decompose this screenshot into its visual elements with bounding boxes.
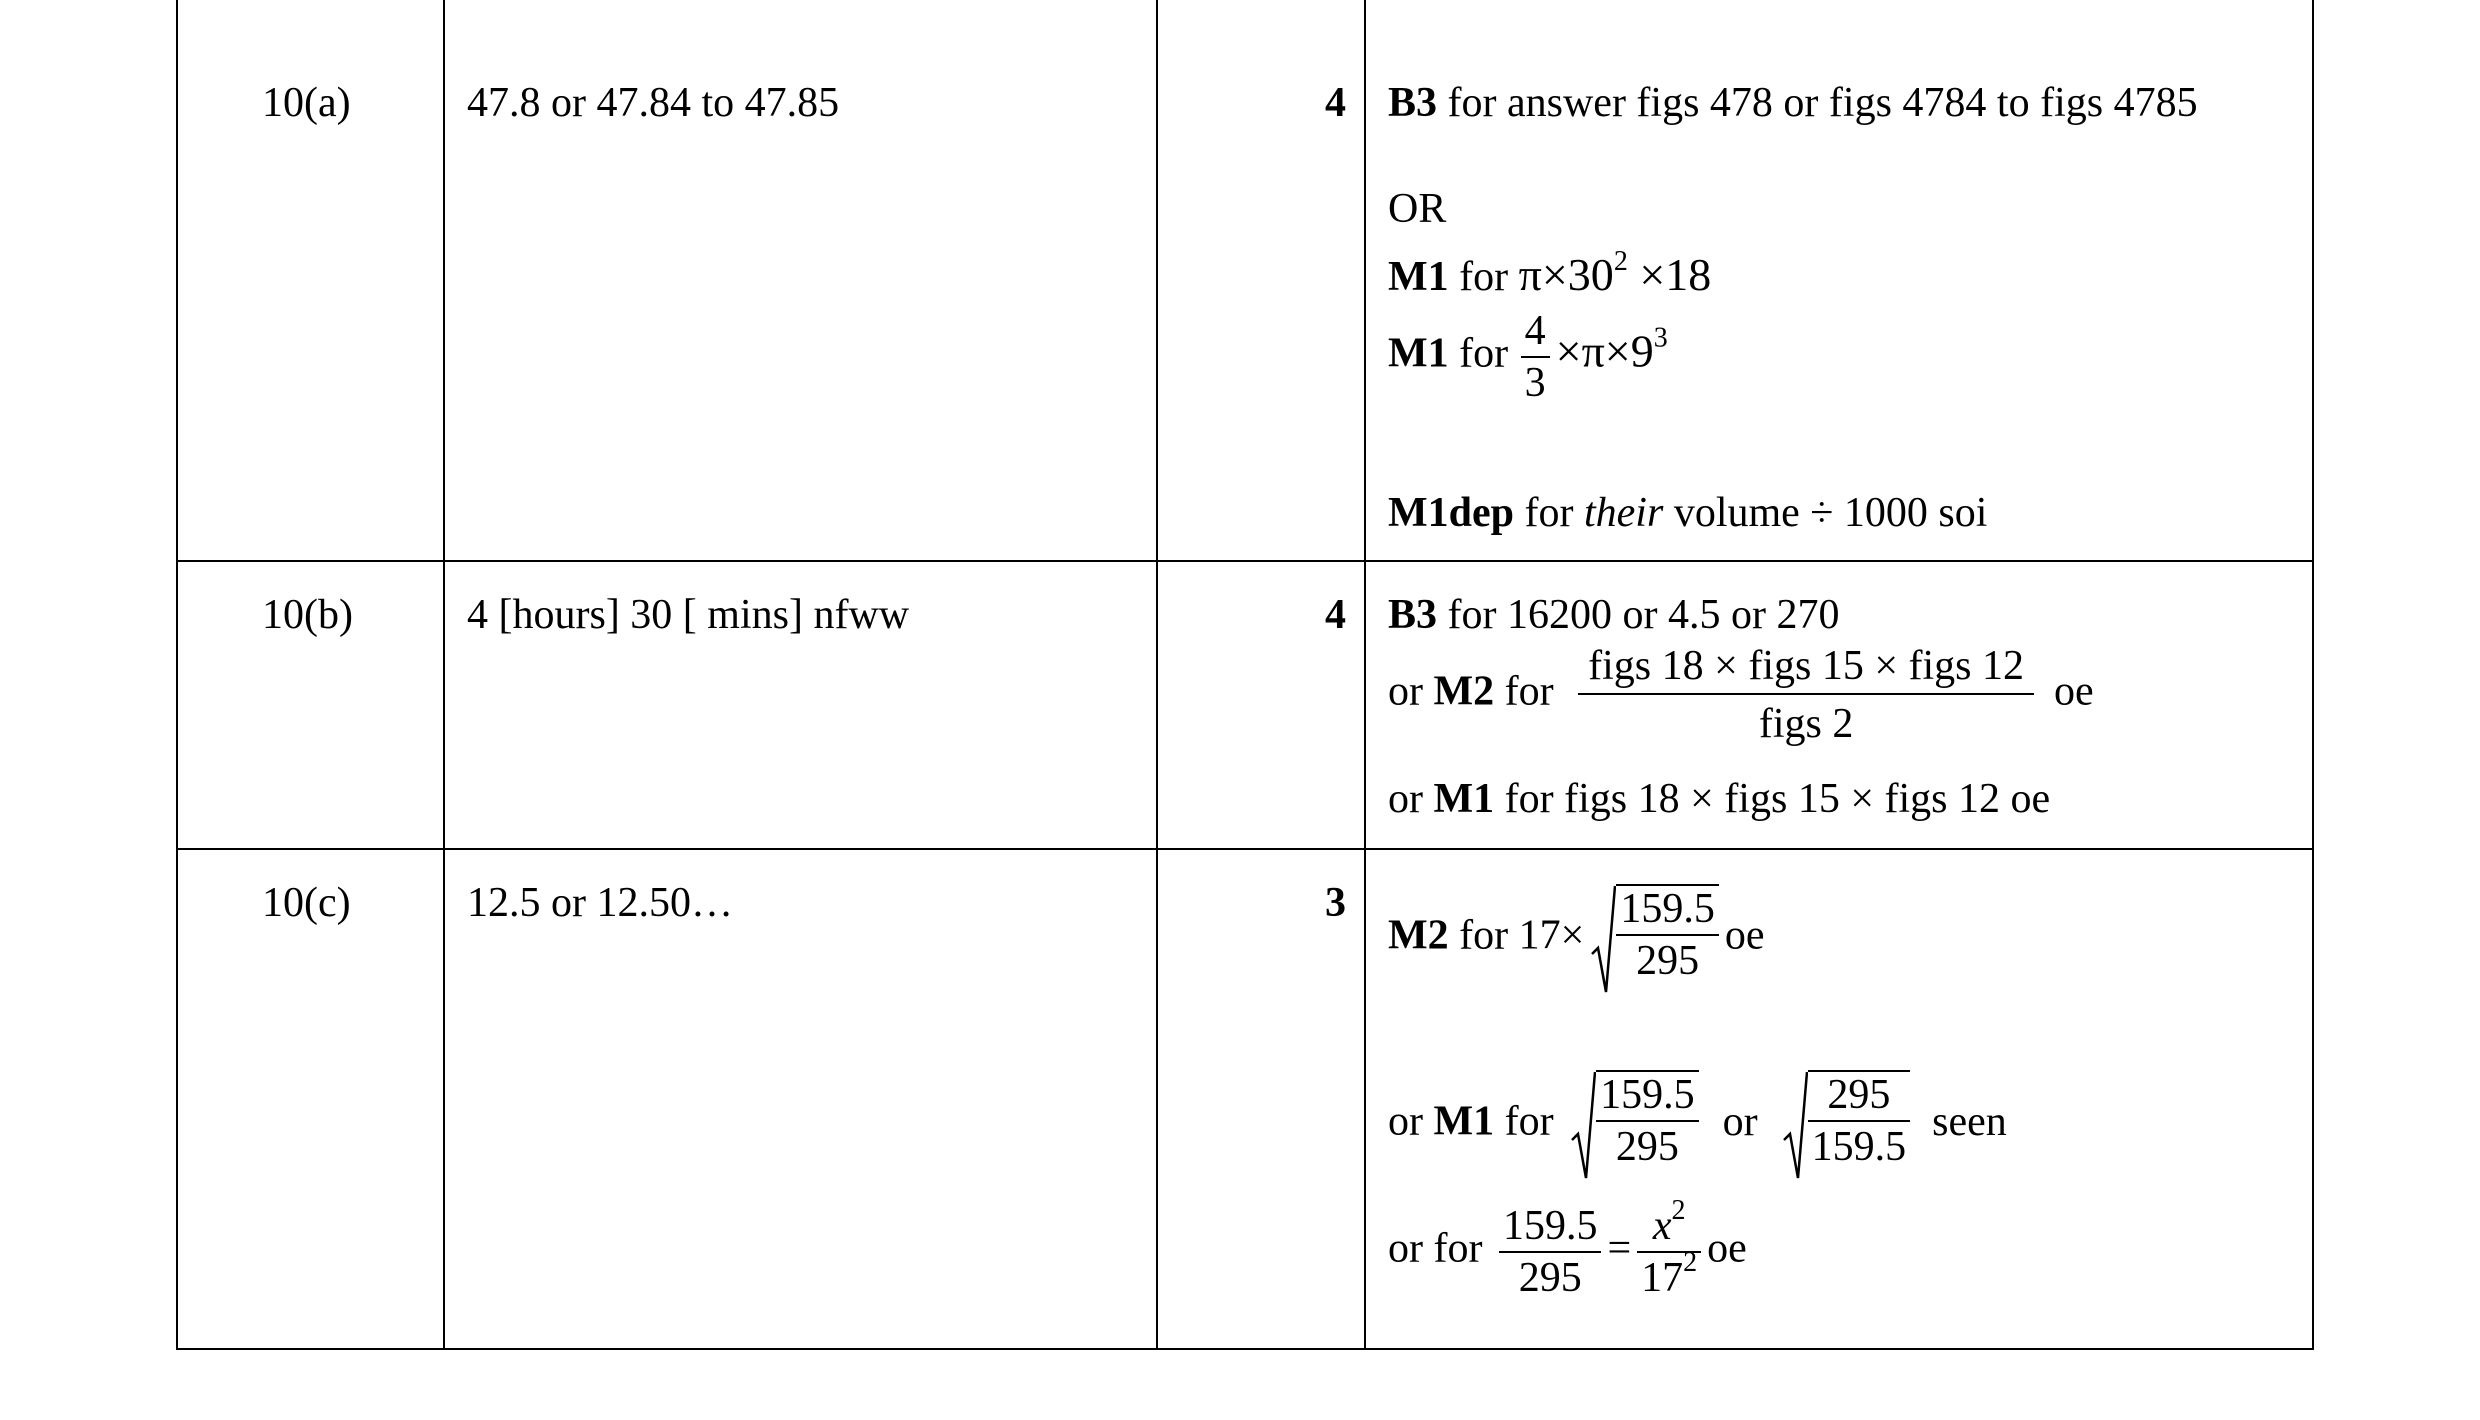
part-label: 10(a) — [262, 80, 351, 126]
guidance-line: M1dep for their volume ÷ 1000 soi — [1388, 490, 1988, 536]
guidance-line: B3 for answer figs 478 or figs 4784 to figs 4785 — [1388, 80, 2198, 126]
fraction: $\frac{159.5}{295}$ — [1499, 1205, 1602, 1299]
mark-code: B3 — [1388, 592, 1438, 638]
guidance-line: or M1 for $\frac{159.5}{295}$ or $\frac{295}{159.5}$ seen — [1388, 1070, 2007, 1180]
table-border-right — [2312, 0, 2314, 1350]
column-divider-3 — [1364, 0, 1366, 1350]
mark-code: M1 — [1388, 254, 1449, 300]
guidance-line: M1 for $\pi\times 30^2 \times 18$ — [1388, 246, 1712, 300]
row-divider-1 — [176, 560, 2314, 562]
answer-text: 4 [hours] 30 [ mins] nfww — [467, 592, 910, 638]
column-divider-1 — [443, 0, 445, 1350]
part-label: 10(c) — [262, 880, 351, 926]
guidance-line: or for $\frac{159.5}{295}$ = $\frac{x^2}{17^2}$ oe — [1388, 1195, 1747, 1301]
answer-text: 47.8 or 47.84 to 47.85 — [467, 80, 840, 126]
square-root: $\frac{159.5}{295}$ — [1590, 884, 1719, 994]
mark-code: M1 — [1433, 1098, 1495, 1145]
mark-code: M1 — [1388, 330, 1449, 377]
table-border-left — [176, 0, 178, 1350]
guidance-line: M1 for $\frac{4}{3}$ $\times\pi\times 9^3$ — [1388, 308, 1668, 406]
column-divider-2 — [1156, 0, 1158, 1350]
row-divider-2 — [176, 848, 2314, 850]
guidance-line: or M1 for figs 18 × figs 15 × figs 12 oe — [1388, 776, 2051, 822]
fraction: $\frac{\text{figs 18 × figs 15 × figs 12}}{\text{figs 2}}$ — [1578, 645, 2034, 745]
square-root: $\frac{159.5}{295}$ — [1570, 1070, 1699, 1180]
fraction: $\frac{4}{3}$ — [1521, 310, 1550, 404]
marks-value: 4 — [1325, 80, 1346, 126]
part-label: 10(b) — [262, 592, 353, 638]
mark-code: B3 — [1388, 80, 1438, 126]
guidance-line: M2 for 17× $\frac{159.5}{295}$ oe — [1388, 884, 1764, 994]
marks-value: 4 — [1325, 592, 1346, 638]
answer-text: 12.5 or 12.50… — [467, 880, 733, 926]
marks-value: 3 — [1325, 880, 1346, 926]
mark-code: M2 — [1388, 912, 1449, 959]
table-border-bottom — [176, 1348, 2314, 1350]
mark-code: M1 — [1433, 776, 1495, 822]
mark-code: M1dep — [1388, 490, 1514, 536]
mark-code: M2 — [1433, 668, 1495, 715]
guidance-line: B3 for 16200 or 4.5 or 270 — [1388, 592, 1840, 638]
guidance-line: OR — [1388, 186, 1447, 232]
guidance-line: or M2 for $\frac{\text{figs 18 × figs 15 × figs 12}}{\text{figs 2}}$ oe — [1388, 643, 2094, 747]
fraction: $\frac{x^2}{17^2}$ — [1637, 1205, 1701, 1299]
square-root: $\frac{295}{159.5}$ — [1782, 1070, 1911, 1180]
